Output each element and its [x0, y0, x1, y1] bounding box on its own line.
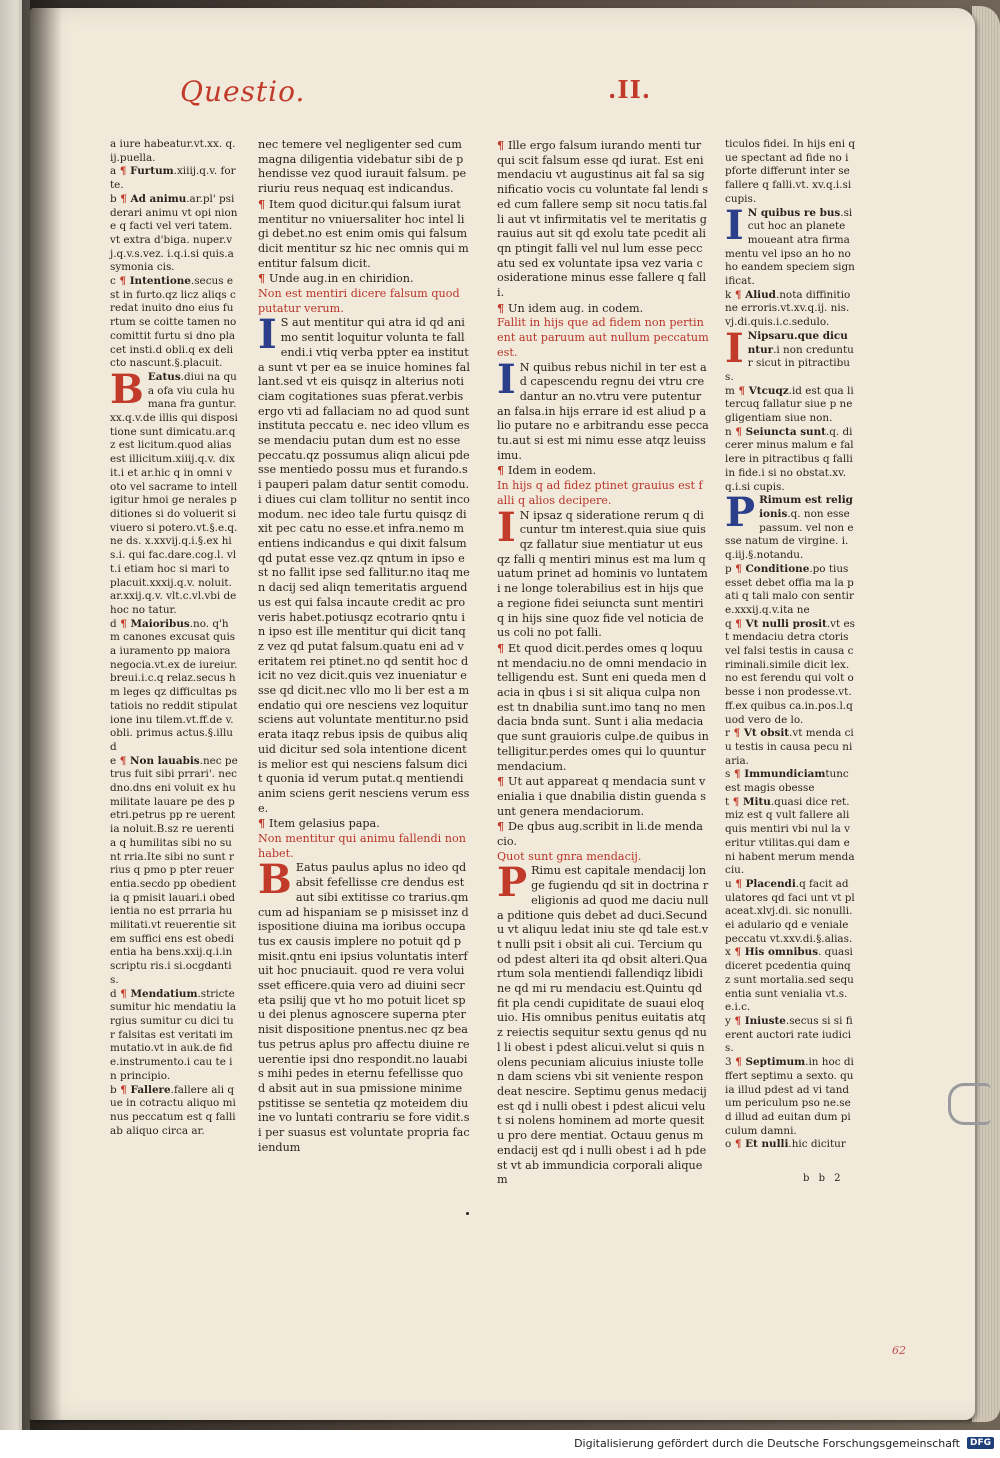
body-text: Un idem aug. in codem.	[508, 301, 644, 315]
body-text: tunc est magis obesse	[725, 768, 849, 795]
body-text: .vt est mendaciu detra ctoris vel falsi testis in causa criminali.simile dicit lex.no est ferendu qui volt obesse i non prodesse.vt.ff.ex quibus ca.in.pos.l.quod vero de lo.	[725, 617, 855, 726]
text-block	[110, 193, 238, 275]
body-text: .quasi dice ret.miz est q vult fallere aliquis mentiri vbi nul la veritur vtilitas.qui dam eni habent merum mendaciu.	[725, 795, 855, 877]
pilcrow-icon: ¶	[730, 1015, 745, 1027]
decorated-initial: I	[725, 324, 744, 372]
body-text: .stricte sumitur hic mendatiu largius sumitur cu dici tur falsitas est veritati immutatio.vt in auk.de fide.instrumento.i cau te in principio.	[110, 987, 237, 1082]
body-text: .po tius esset debet offia ma la pati q tali malo con sentire.xxxij.q.v.ita ne	[725, 562, 854, 616]
gloss-lemma: Conditione	[745, 562, 810, 575]
pilcrow-icon: ¶	[731, 1056, 746, 1069]
text-block	[725, 946, 855, 1015]
gloss-lemma: Placendi	[745, 877, 796, 890]
body-text: .q. non esse passum. vel non esse natum de virgine. i.q.iij.§.notandu.	[725, 507, 854, 562]
pilcrow-icon: ¶	[731, 562, 746, 575]
gloss-lemma: Furtum	[130, 165, 174, 178]
rubric-heading: Quot sunt gnra mendacij.	[497, 849, 642, 863]
gloss-marker: y	[725, 1015, 731, 1027]
text-block	[497, 138, 709, 301]
gloss-lemma: Aliud	[745, 288, 776, 301]
pilcrow-icon: ¶	[497, 300, 509, 315]
gloss-marker: t	[725, 795, 730, 808]
gloss-marker: d	[110, 617, 117, 630]
gloss-lemma: Mitu	[743, 795, 771, 808]
text-column-a	[258, 138, 470, 1178]
body-text: .secus est in furto.qz licz aliqs credat inuito dno eius furtum se coitte tamen no comittit furtu si dno placet insti.d obli.q ex deli cto nascunt.§.placuit.	[110, 275, 237, 370]
gloss-lemma: Iniuste	[744, 1015, 786, 1027]
page-clip	[948, 1083, 991, 1125]
text-block	[258, 271, 470, 287]
gloss-lemma: Maioribus	[130, 617, 190, 630]
text-block	[725, 489, 855, 563]
rubric-heading: Fallit in hijs que ad fidem non pertinent aut paruum aut nullum peccatum est.	[497, 316, 709, 359]
body-text: nec temere vel negligenter sed cum magna diligentia videbatur sibi de phendisse vez quod iurauit falsum. periuriu reus nequaq est indicandus.	[258, 138, 467, 196]
text-block	[258, 287, 470, 316]
text-block	[725, 1015, 855, 1056]
rubric-heading: Non est mentiri dicere falsum quod putatur verum.	[258, 287, 460, 315]
gloss-marker: n	[725, 425, 732, 438]
rubric-heading: Non mentitur qui animu fallendi non habet.	[258, 832, 466, 860]
body-text: Rimu est capitale mendacij longe fugiendu qd sit in doctrina religionis ad quod me daciu nulla pditione quis debet ad duci.Secundu vt aliquu ledat iniu ste qd tale est.vt nulli psit i obsit ali cui. Tercium quod pdest alteri ita qd obsit alteri.Quartum sola mentiendi fallendiqz libidine qd mi ru mendaciu est.Quintu qd fit pla cendi cupiditate de suaui eloquio. His omnibus penitus euitatis atqz reiectis sequitur sextu genus qd nul li obest i pdest alicui.velut si quis nolens pecuniam alicuius iniuste tollen dam sciens vbi sit veniente respondeat nescire. Septimu genus medacij est qd i nulli obest i pdest alicui velut si nolens hominem ad morte quesitu pro dere mentiat. Octauu genus mendacij est qd i nulli obest i ad h pdest vt ab immundicia corporali aliquem	[497, 864, 709, 1187]
gloss-lemma: Vtcuqz	[748, 384, 789, 397]
text-block	[110, 1084, 238, 1139]
pilcrow-icon: ¶	[116, 617, 131, 630]
gloss-lemma: Fallere	[130, 1083, 171, 1096]
decorated-initial: I	[258, 311, 277, 359]
body-text: Item gelasius papa.	[269, 817, 380, 831]
text-block	[725, 878, 855, 947]
gloss-lemma: Non lauabis	[130, 754, 200, 767]
gloss-lemma: Nipsaru.que dicuntur	[747, 329, 848, 356]
text-block	[725, 324, 855, 385]
body-text: .nota diffinitione erroris.vt.xv.q.ij. nis.vj.di.quis.i.c.sedulo.	[725, 288, 851, 329]
text-block	[725, 727, 855, 768]
body-text: .sicut hoc an planete moueant atra firmamentu vel ipso an ho no ho eandem speciem significat.	[725, 206, 855, 288]
text-block	[725, 1138, 855, 1152]
body-text: .in hoc differt septimu a sexto. quia illud pdest ad vi tandum periculum pso ne.sed illud ad euitan dum piculum damni.	[725, 1056, 854, 1137]
body-text: N quibus rebus nichil in ter est ad capescendu regnu dei vtru credantur an no.vtru vere putentur an falsa.in hijs errare id est aliud p alio putare no e arbitrandu esse peccatu.aut si est mi nimu esse atqz leuissimu.	[497, 360, 709, 462]
gloss-marker: u	[725, 877, 732, 890]
text-block	[725, 426, 855, 495]
text-block	[725, 138, 855, 207]
body-text: .fallere ali que in cotractu aliquo minus peccatum est q falli ab aliquo circa ar.	[110, 1083, 236, 1137]
decorated-initial: B	[258, 856, 292, 904]
ink-dot	[466, 1212, 469, 1215]
pilcrow-icon: ¶	[258, 271, 270, 286]
text-block	[110, 365, 238, 618]
rubric-heading: In hijs q ad fidez ptinet grauius est falli q alios decipere.	[497, 479, 703, 507]
body-text: .secus si si fierent auctori rate iudicis.	[725, 1015, 853, 1055]
body-text: .hic dicitur	[788, 1138, 846, 1151]
body-text: N ipsaz q sideratione rerum q dicuntur tm interest.quia siue quisqz fallatur siue mentiatur ut eusqz falli q mentiri minus est ma lum quatum prinet ad hominis vo luntatem i ne longe tolerabilius est in hijs que a regione fidei seiuncta sunt mentiri q in hijs sine quoz fide vel noticia deus coli no pot falli.	[497, 508, 708, 640]
text-block	[497, 641, 709, 774]
pilcrow-icon: ¶	[258, 196, 270, 211]
body-text: Unde aug.in en chiridion.	[269, 272, 414, 286]
text-block	[497, 479, 709, 508]
page-stack-edge	[972, 6, 1000, 1422]
dfg-logo: DFG	[967, 1437, 994, 1449]
text-block	[110, 618, 238, 755]
body-text: .nec petrus fuit sibi prrari'. nec dno.dns eni voluit ex humilitate lauare pe des petri.petrus pp re uerentia noluit.B.sz re uerentia q humilitas sibi no sunt rria.Ite sibi no sunt rrius q pmo p pter reuerentia.secdo pp obedientia q pmisit lauari.i obedientia no est prraria humilitati.vt reuerentie sitem suffici ens est obedientia ha bens.xxij.q.i.in scriptu ris.i si.ocgdantis.	[110, 754, 238, 986]
gloss-lemma: N quibus re bus	[747, 206, 841, 219]
pilcrow-icon: ¶	[116, 987, 131, 1000]
gloss-lemma: Vt obsit	[743, 727, 790, 740]
pilcrow-icon: ¶	[730, 768, 745, 781]
pilcrow-icon: ¶	[116, 165, 131, 178]
gloss-marker: k	[725, 288, 732, 301]
text-block	[497, 774, 709, 819]
gloss-marker: b	[110, 192, 117, 205]
body-text: a iure habeatur.vt.xx. q.ij.puella.	[110, 138, 236, 164]
body-text: Idem in eodem.	[508, 464, 597, 478]
body-text: ticulos fidei. In hijs eni que spectant ad fide no ipforte differunt inter se fallere q falli.vt. xv.q.i.si cupis.	[725, 138, 855, 205]
pilcrow-icon: ¶	[729, 795, 744, 808]
decorated-initial: P	[725, 489, 756, 537]
text-block	[110, 165, 238, 192]
text-block	[497, 819, 709, 849]
body-text: Et quod dicit.perdes omes q loquunt mendaciu.no de omni mendacio in telligendu est. Sunt eni queda men dacia in qbus i si sit aliqua culpa non est tn dnabilia sunt.imo tanq no men dacia bnda sunt. Sunt i alia medacia que sunt grauioris culpe.de quibus intelligitur.perdes omes qui lo quuntur mendacium.	[497, 641, 709, 773]
gloss-marker: d	[110, 987, 117, 1000]
text-block	[725, 618, 855, 728]
pilcrow-icon: ¶	[497, 640, 509, 655]
text-block	[110, 988, 238, 1084]
pilcrow-icon: ¶	[731, 617, 746, 630]
gloss-marker: m	[725, 384, 735, 397]
gloss-marker: e	[110, 754, 117, 767]
running-head-left: Questio.	[180, 75, 306, 108]
gloss-marker: o	[725, 1138, 732, 1151]
pilcrow-icon: ¶	[116, 754, 131, 767]
decorated-initial: I	[497, 355, 516, 403]
body-text: .vt menda ciu testis in causa pecu niaria.	[725, 727, 854, 767]
gloss-marker: s	[725, 768, 731, 781]
body-text: De qbus aug.scribit in li.de mendacio.	[497, 820, 703, 849]
footer-bar	[0, 1430, 1000, 1458]
body-text: .ar.pl' psiderari animu vt opi nione q facti vel veri tatem.vt extra d'biga. nuper.vj.q.v.s.vez. i.q.i.si quis.a symonia cis.	[110, 192, 238, 274]
pilcrow-icon: ¶	[116, 1083, 131, 1096]
gloss-lemma: Seiuncta sunt	[745, 425, 826, 438]
gloss-lemma: Vt nulli prosit	[745, 617, 827, 630]
gloss-marker: r	[725, 727, 730, 740]
text-block	[725, 796, 855, 878]
gloss-left-column	[110, 138, 238, 1188]
pilcrow-icon: ¶	[731, 288, 746, 301]
gloss-marker: p	[725, 562, 732, 575]
text-block	[497, 316, 709, 360]
pilcrow-icon: ¶	[497, 819, 509, 834]
pilcrow-icon: ¶	[115, 275, 130, 288]
text-block	[497, 850, 709, 865]
gloss-lemma: Mendatium	[130, 987, 198, 1000]
text-block	[258, 816, 470, 832]
gloss-lemma: Immundiciam	[744, 768, 826, 781]
text-block	[110, 138, 238, 165]
gloss-lemma: His omnibus	[744, 946, 819, 959]
pilcrow-icon: ¶	[497, 774, 509, 789]
decorated-initial: I	[497, 503, 516, 551]
gloss-lemma: Et nulli	[745, 1138, 789, 1151]
body-text: Item quod dicitur.qui falsum iurat mentitur no vniuersaliter hoc intel ligi debet.no est enim omis qui falsum dicit mentitur sz hic nec omnis qui mentitur falsum dicit.	[258, 197, 469, 270]
pilcrow-icon: ¶	[730, 946, 745, 959]
text-block	[725, 289, 855, 330]
text-block	[725, 563, 855, 618]
text-block	[497, 355, 709, 464]
pilcrow-icon: ¶	[729, 727, 744, 740]
text-block	[258, 138, 470, 197]
decorated-initial: I	[725, 201, 744, 249]
gloss-right-column	[725, 138, 855, 1188]
text-column-b	[497, 138, 709, 1187]
text-block	[110, 275, 238, 371]
body-text: S aut mentitur qui atra id qd animo sentit loquitur volunta te fallendi.i vtiq verba ppter ea instituta sunt vt per ea se inuice homines fallant.sed vt eis quisqz in alterius noticiam cogitationes suas pferat.verbis ergo vti ad fallaciam no ad quod sunt instituta peccatu e. nec ideo vllum esse mendaciu putan dum est no esse peccatu.qz possumus aliqn alicui pdesse mentiedo possu mus et furando.si pauperi palam datur sentit comodu.i diues cui clam tollitur no sentit incomodum. nec ideo tale furtu quisqz dixit pec catu no esse.et infra.nemo mentiens indicandus e qui dixit falsum qd putat esse vez.qz qntum in ipso est no fallit ipse sed fallitur.no itaq men dacij sed aliqn temeritatis arguendus est qui falsa incaute credit ac pro veris habet.potiusqz ecotrario qntu in ipso est ille mentitur qui dicit tanqz vez qd putat falsum.quatu eni ad veritatem rei ptinet.no qd sentit hoc dicit no vez dicit.quis vez inueniatur esse qd dicit.nec vllo mo li ber est a mendatio qui ore nesciens vez loquitur sciens aut voluntate mentitur.no psiderata itaqz rebus ipsis de quibus aliquid dicitur sed sola intentione dicentis melior est qui nesciens falsum dicit quonia id verum putat.q mentiendi anim sciens gerit nesciens verum esse.	[258, 316, 470, 815]
pilcrow-icon: ¶	[731, 425, 746, 438]
folio-number: 62	[892, 1344, 906, 1357]
text-block	[725, 201, 855, 289]
text-block	[110, 755, 238, 988]
catchword: b b 2	[803, 1173, 844, 1184]
text-block	[497, 859, 709, 1187]
text-block	[258, 311, 470, 816]
gloss-marker: q	[725, 617, 732, 630]
funding-credit: Digitalisierung gefördert durch die Deutsche Forschungsgemeinschaft	[574, 1437, 960, 1450]
gloss-marker: b	[110, 1083, 117, 1096]
text-block	[497, 301, 709, 317]
pilcrow-icon: ¶	[497, 463, 509, 478]
gloss-lemma: Intentione	[129, 275, 191, 288]
body-text: .i non creduntur sicut in pitractibus.	[725, 343, 854, 383]
body-text: .id est qua litercuq fallatur siue p negligentiam siue non.	[725, 384, 854, 425]
gloss-marker: x	[725, 946, 731, 959]
body-text: .diui na qua ofa viu cula humana fra guntur.xx.q.v.de illis qui dispositione sunt dimicatu.ar.qz est licitum.quod alias est illicitum.xiiij.q.v. dixit.i et ar.hic q in omni voto vel sacrame to intelligitur hmoi ge nerales pditiones si do voluerit si viuero si potero.vt.§.e.q.ne ds. x.xxvij.q.i.§.ex his.i. qui fac.dare.cog.l. vlt.i etiam hoc si mari to placuit.xxxij.q.v. noluit.ar.xxij.q.v. vlt.c.vl.vbi de hoc no tatur.	[110, 370, 238, 616]
body-text: .no. q'hm canones excusat quis a iuramento pp maiora negocia.vt.ex de iureiur.breui.i.c.q relaz.secus hm leges qz difficultas pstatiois no reddit stipulatione inu tilem.vt.ff.de v.obli. primus actus.§.illud	[110, 617, 238, 753]
body-text: .q. dicerer minus malum e fallere in pitractibus q falli in fide.i si no obstat.xv.q.i.si cupis.	[725, 425, 854, 493]
pilcrow-icon: ¶	[116, 192, 131, 205]
pilcrow-icon: ¶	[731, 877, 746, 890]
running-head-right: .II.	[608, 75, 652, 104]
text-block	[725, 1056, 855, 1138]
text-block	[725, 385, 855, 426]
pilcrow-icon: ¶	[497, 138, 509, 152]
gloss-marker: a	[110, 165, 117, 178]
text-block	[725, 768, 855, 795]
text-block	[258, 197, 470, 272]
body-text: . quasi diceret pcedentia quinqz sunt mortalia.sed sequentia sunt venialia vt.s.e.i.c.	[725, 946, 854, 1014]
text-block	[497, 463, 709, 479]
pilcrow-icon: ¶	[258, 816, 270, 831]
gloss-lemma: Ad animu	[130, 192, 187, 205]
decorated-initial: P	[497, 859, 528, 907]
text-block	[497, 503, 709, 641]
gutter-shadow	[22, 0, 62, 1430]
gloss-lemma: Rimum est religionis	[759, 494, 853, 520]
body-text: .xiiij.q.v. forte.	[110, 165, 236, 192]
gloss-lemma: Septimum	[745, 1056, 806, 1069]
decorated-initial: B	[110, 365, 144, 413]
body-text: Eatus paulus aplus no ideo qd absit fefellisse cre dendus est aut sibi extitisse co trarius.qm cum ad hispaniam se p misisset inz dispositione diuina ma ioribus occupatus ex causis implere no potuit qd pmisit.qntu eni ipsius voluntatis interfuit hoc pnuciauit. quod re vera voluisset efficere.quia vero ad diuini secreta psilij que vt ho mo potuit licet spu dei plenus agnoscere superna pternisit dispositione pnentus.nec qz beatus petrus aplus pro affectu diuine reuerentie ipsi dno respondit.no lauabis mihi pedes in eternu fefellisse quod absit aut in sua pmissione minime pstitisse se sentetia qz moteidem diuine vo luntati contrariu se fore vidit.si per suasus est voluntate propria faciendum	[258, 861, 470, 1154]
text-block	[258, 856, 470, 1155]
body-text: Ut aut appareat q mendacia sunt venialia i que dnabilia distin guenda sunt genera mendaciorum.	[497, 775, 706, 818]
text-block	[258, 832, 470, 861]
body-text: .q facit adulatores qd faci unt vt placeat.xlvj.di. sic nonulli.ei adulario qd e veniale peccatu vt.xxv.di.§.alias.	[725, 877, 855, 945]
gloss-lemma: Eatus	[147, 370, 181, 383]
gloss-marker: 3	[725, 1056, 732, 1069]
body-text: Ille ergo falsum iurando menti tur qui scit falsum esse qd iurat. Est eni mendaciu vt augustinus ait fal sa significatio vocis cu voluntate fal lendi sed cum fallere semp sit nocu tatis.falli aut vt infirmitatis vel te meritatis grauius aut sit qd exolu tate pcedit aliqn ptingit falli vel nul lum esse peccatu sed ex voluntate ipsa vez varia cosideratione minus esse fallere q falli.	[497, 139, 709, 300]
gloss-marker: c	[110, 275, 116, 288]
pilcrow-icon: ¶	[731, 1138, 746, 1151]
pilcrow-icon: ¶	[734, 384, 749, 397]
